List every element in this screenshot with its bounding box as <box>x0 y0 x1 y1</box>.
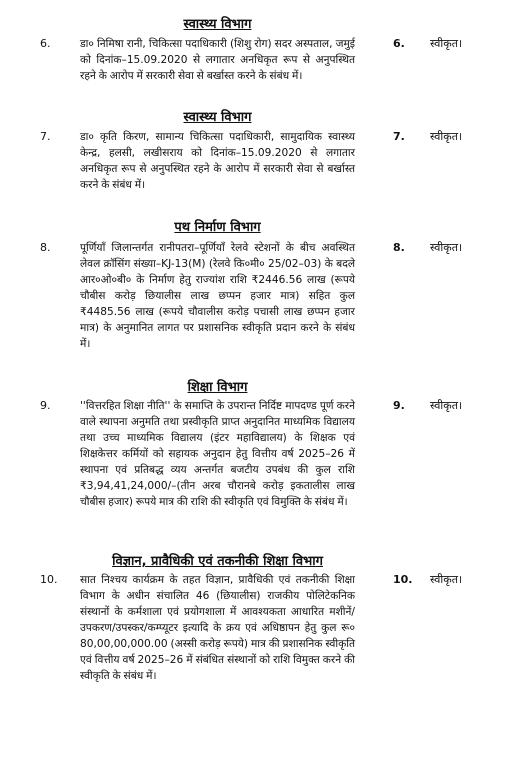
status-text: स्वीकृत। <box>430 399 463 412</box>
status-text: स्वीकृत। <box>430 573 463 586</box>
department-heading: स्वास्थ्य विभाग <box>183 110 252 125</box>
item-number: 9. <box>393 399 405 412</box>
department-heading: पथ निर्माण विभाग <box>174 220 261 235</box>
serial-number: 6. <box>40 37 51 50</box>
department-heading: स्वास्थ्य विभाग <box>183 17 252 32</box>
status-text: स्वीकृत। <box>430 37 463 50</box>
department-heading: विज्ञान, प्रावैधिकी एवं तकनीकी शिक्षा विभाग <box>112 554 323 569</box>
serial-number: 10. <box>40 573 58 586</box>
item-number: 6. <box>393 37 405 50</box>
item-number: 8. <box>393 241 405 254</box>
item-description: डा० निमिषा रानी, चिकित्सा पदाधिकारी (शिशु रोग) सदर अस्पताल, जमुई को दिनांक–15.09.2020 से लगातार अनधिकृत रूप से अनुपस्थित रहने के आरोप में सरकारी सेवा से बर्खास्त करने के संबंध में। <box>80 38 355 82</box>
serial-number: 7. <box>40 130 51 143</box>
department-heading: शिक्षा विभाग <box>187 380 248 395</box>
serial-number: 9. <box>40 399 51 412</box>
status-text: स्वीकृत। <box>430 241 463 254</box>
item-number: 10. <box>393 573 413 586</box>
item-description: सात निश्चय कार्यक्रम के तहत विज्ञान, प्रावैधिकी एवं तकनीकी शिक्षा विभाग के अधीन संचालित 46 (छियालीस) राजकीय पोलिटेकनिक संस्थानों के कर्मशाला एवं प्रयोगशाला में आवश्यकता आधारित मशीनें/उपकरण/उपस्कर/कम्प्यूटर इत्यादि के क्रय एवं अधिष्ठापन हेतु कुल रू० 80,00,00,000.00 (अस्सी करोड़ रूपये) मात्र की प्रशासनिक स्वीकृति एवं वित्तीय वर्ष 2025–26 में संबंधित संस्थानों को राशि विमुक्त करने की स्वीकृति के संबंध में। <box>80 574 355 682</box>
item-description: डा० कृति किरण, सामान्य चिकित्सा पदाधिकारी, सामुदायिक स्वास्थ्य केन्द्र, हलसी, लखीसराय को दिनांक–15.09.2020 से लगातार अनधिकृत रूप से अनुपस्थित रहने के आरोप में सरकारी सेवा से बर्खास्त करने के संबंध में। <box>80 131 355 191</box>
item-number: 7. <box>393 130 405 143</box>
serial-number: 8. <box>40 241 51 254</box>
item-description: पूर्णियाँ जिलान्तर्गत रानीपतरा–पूर्णियाँ रेलवे स्टेशनों के बीच अवस्थित लेवल क्रॉसिंग संख्या–KJ-13(M) (रेलवे कि०मी० 25/02–03) के बदले आर०ओ०बी० के निर्माण हेतु राज्यांश राशि ₹2446.56 लाख (रूपये चौबीस करोड़ छियालीस लाख छप्पन हजार मात्र) सहित कुल ₹4485.56 लाख (रूपये चौवालीस करोड़ पचासी लाख छप्पन हजार मात्र) के अनुमानित लागत पर प्रशासनिक स्वीकृति प्रदान करने के संबंध में। <box>80 242 355 350</box>
status-text: स्वीकृत। <box>430 130 463 143</box>
item-description: ''वित्तरहित शिक्षा नीति'' के समाप्ति के उपरान्त निर्दिष्ट मापदण्ड पूर्ण करने वाले स्थापना अनुमति तथा प्रस्वीकृति प्राप्त अनुदानित माध्यमिक विद्यालय तथा उच्च माध्यमिक विद्यालय (इंटर महाविद्यालय) के शिक्षक एवं शिक्षकेत्तर कर्मियों को सहायक अनुदान हेतु वित्तीय वर्ष 2025–26 में स्थापना एवं प्रतिबद्ध व्यय अन्तर्गत बजटीय उपबंध की कुल राशि ₹3,94,41,24,000/–(तीन अरब चौरानबे करोड़ इकतालीस लाख चौबीस हजार) रूपये मात्र की राशि की स्वीकृति एवं विमुक्ति के संबंध में। <box>80 400 355 508</box>
